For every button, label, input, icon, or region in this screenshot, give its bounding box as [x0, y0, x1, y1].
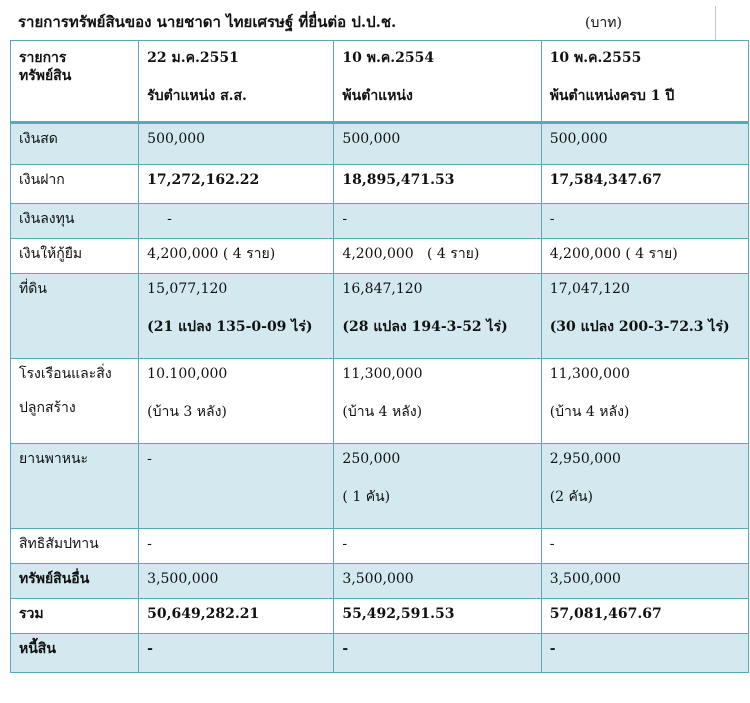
- header-item-line1: รายการ: [19, 50, 67, 66]
- header-col2-note: พ้นตำแหน่ง: [342, 88, 413, 104]
- header-col3-date: 10 พ.ค.2555: [549, 50, 642, 66]
- cell-buildings-3: [541, 359, 748, 444]
- header-col1: [139, 41, 334, 123]
- table-row: [11, 599, 749, 634]
- cell-vehicles-3: [541, 444, 748, 529]
- cell-vehicles-2: [334, 444, 541, 529]
- table-row: [11, 634, 749, 673]
- cell-value: 10.100,000: [147, 366, 228, 382]
- cell-value: -: [334, 634, 541, 673]
- cell-value: 11,300,000: [549, 366, 630, 382]
- cell-value: -: [139, 634, 334, 673]
- cell-value: 17,272,162.22: [139, 165, 334, 204]
- table-row: [11, 239, 749, 274]
- cell-buildings-2: [334, 359, 541, 444]
- cell-value: 17,047,120: [549, 281, 630, 297]
- cell-note: (30 แปลง 200-3-72.3 ไร่): [549, 319, 730, 335]
- cell-value: -: [541, 634, 748, 673]
- unit-label: (บาท): [585, 15, 622, 31]
- table-row: [11, 274, 749, 359]
- cell-value: -: [334, 204, 541, 239]
- cell-value: 3,500,000: [541, 564, 748, 599]
- table-row: [11, 444, 749, 529]
- header-item-line2: ทรัพย์สิน: [19, 68, 72, 84]
- cell-value: 17,584,347.67: [541, 165, 748, 204]
- row-label-liabilities: หนี้สิน: [11, 634, 139, 673]
- cell-value: -: [139, 444, 334, 529]
- row-label-vehicles: ยานพาหนะ: [11, 444, 139, 529]
- cell-value: 3,500,000: [334, 564, 541, 599]
- cell-value: 55,492,591.53: [334, 599, 541, 634]
- cell-note: (บ้าน 4 หลัง): [549, 404, 630, 420]
- table-header-row: [11, 41, 749, 123]
- header-col3-note: พ้นตำแหน่งครบ 1 ปี: [549, 88, 675, 104]
- header-col1-note: รับตำแหน่ง ส.ส.: [147, 88, 247, 104]
- cell-value: 500,000: [139, 123, 334, 165]
- cell-value: 500,000: [334, 123, 541, 165]
- cell-value: 16,847,120: [342, 281, 423, 297]
- cell-value: 2,950,000: [549, 451, 621, 467]
- cell-value: 18,895,471.53: [334, 165, 541, 204]
- row-label-other: ทรัพย์สินอื่น: [11, 564, 139, 599]
- table-row: [11, 204, 749, 239]
- cell-value: -: [541, 204, 748, 239]
- header-item: [11, 41, 139, 123]
- header-col1-date: 22 ม.ค.2551: [147, 50, 239, 66]
- cell-value: 57,081,467.67: [541, 599, 748, 634]
- cell-note: (2 คัน): [549, 489, 593, 505]
- divider: [715, 6, 716, 40]
- cell-note: (28 แปลง 194-3-52 ไร่): [342, 319, 508, 335]
- row-label-cash: เงินสด: [11, 123, 139, 165]
- document-title: รายการทรัพย์สินของ นายชาดา ไทยเศรษฐ์ ที่ยื่นต่อ ป.ป.ช.: [18, 13, 397, 31]
- row-label-total: รวม: [11, 599, 139, 634]
- cell-value: -: [541, 529, 748, 564]
- cell-value: -: [139, 204, 334, 239]
- cell-value: 4,200,000 ( 4 ราย): [541, 239, 748, 274]
- cell-note: (บ้าน 4 หลัง): [342, 404, 423, 420]
- row-label-buildings: [11, 359, 139, 444]
- table-row: [11, 123, 749, 165]
- table-row: [11, 165, 749, 204]
- cell-value: 4,200,000 ( 4 ราย): [334, 239, 541, 274]
- row-label-line1: โรงเรือนและสิ่ง: [19, 366, 112, 382]
- row-label-land: ที่ดิน: [11, 274, 139, 359]
- table-row: [11, 359, 749, 444]
- cell-value: 250,000: [342, 451, 401, 467]
- row-label-deposit: เงินฝาก: [11, 165, 139, 204]
- cell-buildings-1: [139, 359, 334, 444]
- asset-table: [10, 40, 749, 673]
- row-label-loan: เงินให้กู้ยืม: [11, 239, 139, 274]
- cell-value: 50,649,282.21: [139, 599, 334, 634]
- cell-note: (บ้าน 3 หลัง): [147, 404, 227, 420]
- header-col3: [541, 41, 748, 123]
- header-col2: [334, 41, 541, 123]
- cell-land-1: [139, 274, 334, 359]
- row-label-line2: ปลูกสร้าง: [19, 400, 76, 416]
- cell-value: -: [334, 529, 541, 564]
- row-label-rights: สิทธิสัมปทาน: [11, 529, 139, 564]
- cell-value: 11,300,000: [342, 366, 423, 382]
- cell-value: 500,000: [541, 123, 748, 165]
- row-label-investment: เงินลงทุน: [11, 204, 139, 239]
- header-col2-date: 10 พ.ค.2554: [342, 50, 435, 66]
- table-row: [11, 564, 749, 599]
- cell-value: 3,500,000: [139, 564, 334, 599]
- cell-value: -: [139, 529, 334, 564]
- table-row: [11, 529, 749, 564]
- cell-note: ( 1 คัน): [342, 489, 391, 505]
- cell-value: 4,200,000 ( 4 ราย): [139, 239, 334, 274]
- cell-value: 15,077,120: [147, 281, 228, 297]
- cell-note: (21 แปลง 135-0-09 ไร่): [147, 319, 313, 335]
- cell-land-2: [334, 274, 541, 359]
- cell-land-3: [541, 274, 748, 359]
